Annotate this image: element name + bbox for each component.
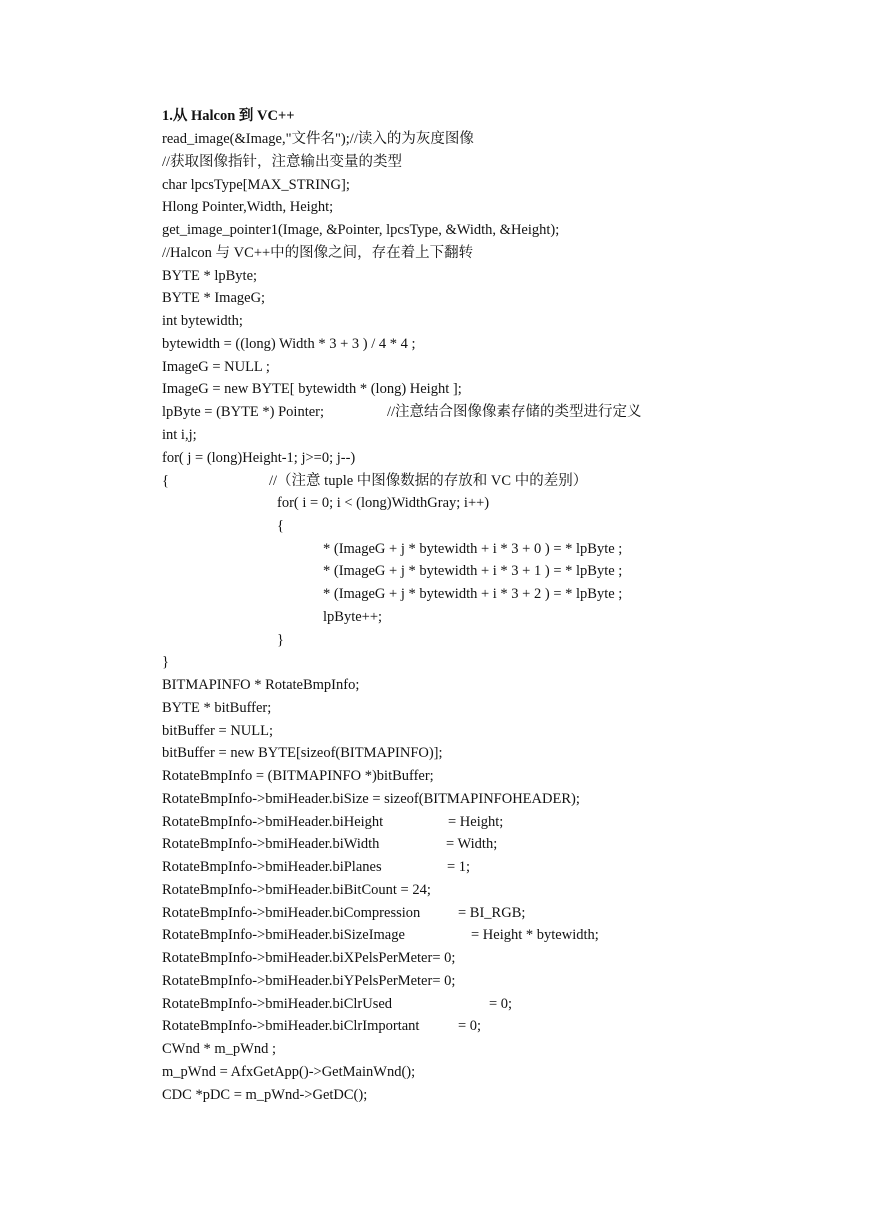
code-line-37: RotateBmpInfo->bmiHeader.biXPelsPerMeter= 0;: [162, 950, 456, 966]
code-statement: lpByte = (BYTE *) Pointer;: [162, 404, 325, 420]
code-lhs: RotateBmpInfo->bmiHeader.biPlanes: [162, 859, 382, 875]
code-line-3: char lpcsType[MAX_STRING];: [162, 177, 350, 193]
code-line-21: * (ImageG + j * bytewidth + i * 3 + 2 ) = * lpByte ;: [323, 586, 623, 602]
code-line-10: bytewidth = ((long) Width * 3 + 3 ) / 4 * 4 ;: [162, 336, 416, 352]
code-line-30: RotateBmpInfo->bmiHeader.biSize = sizeof(BITMAPINFOHEADER);: [162, 791, 580, 807]
code-lhs: RotateBmpInfo->bmiHeader.biHeight: [162, 814, 384, 830]
code-line-2: //获取图像指针，注意输出变量的类型: [162, 154, 403, 170]
code-line-5: get_image_pointer1(Image, &Pointer, lpcsType, &Width, &Height);: [162, 222, 560, 238]
code-rhs: = Width;: [446, 836, 498, 852]
code-rhs: = Height * bytewidth;: [471, 927, 599, 943]
code-line-19: * (ImageG + j * bytewidth + i * 3 + 0 ) = * lpByte ;: [323, 541, 623, 557]
code-line-8: BYTE * ImageG;: [162, 290, 266, 306]
code-line-29: RotateBmpInfo = (BITMAPINFO *)bitBuffer;: [162, 768, 434, 784]
code-line-20: * (ImageG + j * bytewidth + i * 3 + 1 ) = * lpByte ;: [323, 563, 623, 579]
code-line-28: bitBuffer = new BYTE[sizeof(BITMAPINFO)];: [162, 745, 443, 761]
code-line-18: {: [277, 518, 284, 534]
code-line-38: RotateBmpInfo->bmiHeader.biYPelsPerMeter= 0;: [162, 973, 456, 989]
code-line-12: ImageG = new BYTE[ bytewidth * (long) Height ];: [162, 381, 462, 397]
code-line-7: BYTE * lpByte;: [162, 268, 258, 284]
code-line-25: BITMAPINFO * RotateBmpInfo;: [162, 677, 360, 693]
code-line-6: //Halcon 与 VC++中的图像之间，存在着上下翻转: [162, 245, 474, 261]
code-comment: //（注意 tuple 中图像数据的存放和 VC 中的差别）: [269, 473, 588, 489]
open-brace: {: [162, 473, 169, 489]
code-line-11: ImageG = NULL ;: [162, 359, 270, 375]
code-rhs: = 0;: [489, 996, 513, 1012]
code-line-4: Hlong Pointer,Width, Height;: [162, 199, 334, 215]
code-line-14: int i,j;: [162, 427, 197, 443]
code-line-42: m_pWnd = AfxGetApp()->GetMainWnd();: [162, 1064, 416, 1080]
code-line-17: for( i = 0; i < (long)WidthGray; i++): [277, 495, 490, 511]
code-rhs: = BI_RGB;: [458, 905, 526, 921]
code-line-43: CDC *pDC = m_pWnd->GetDC();: [162, 1087, 368, 1103]
code-rhs: = 1;: [447, 859, 471, 875]
code-lhs: RotateBmpInfo->bmiHeader.biSizeImage: [162, 927, 405, 943]
code-line-23: }: [277, 632, 284, 648]
code-rhs: = 0;: [458, 1018, 482, 1034]
code-line-41: CWnd * m_pWnd ;: [162, 1041, 276, 1057]
code-line-27: bitBuffer = NULL;: [162, 723, 274, 739]
code-lhs: RotateBmpInfo->bmiHeader.biCompression: [162, 905, 421, 921]
document-title: 1.从 Halcon 到 VC++: [162, 108, 295, 124]
code-rhs: = Height;: [448, 814, 504, 830]
code-comment: //注意结合图像像素存储的类型进行定义: [387, 404, 642, 420]
code-line-9: int bytewidth;: [162, 313, 243, 329]
code-line-22: lpByte++;: [323, 609, 383, 625]
code-lhs: RotateBmpInfo->bmiHeader.biClrUsed: [162, 996, 393, 1012]
code-lhs: RotateBmpInfo->bmiHeader.biWidth: [162, 836, 380, 852]
code-lhs: RotateBmpInfo->bmiHeader.biClrImportant: [162, 1018, 420, 1034]
code-line-26: BYTE * bitBuffer;: [162, 700, 272, 716]
code-line-24: }: [162, 654, 169, 670]
code-line-1: read_image(&Image,"文件名");//读入的为灰度图像: [162, 131, 474, 147]
code-line-15: for( j = (long)Height-1; j>=0; j--): [162, 450, 356, 466]
code-line-34: RotateBmpInfo->bmiHeader.biBitCount = 24;: [162, 882, 431, 898]
